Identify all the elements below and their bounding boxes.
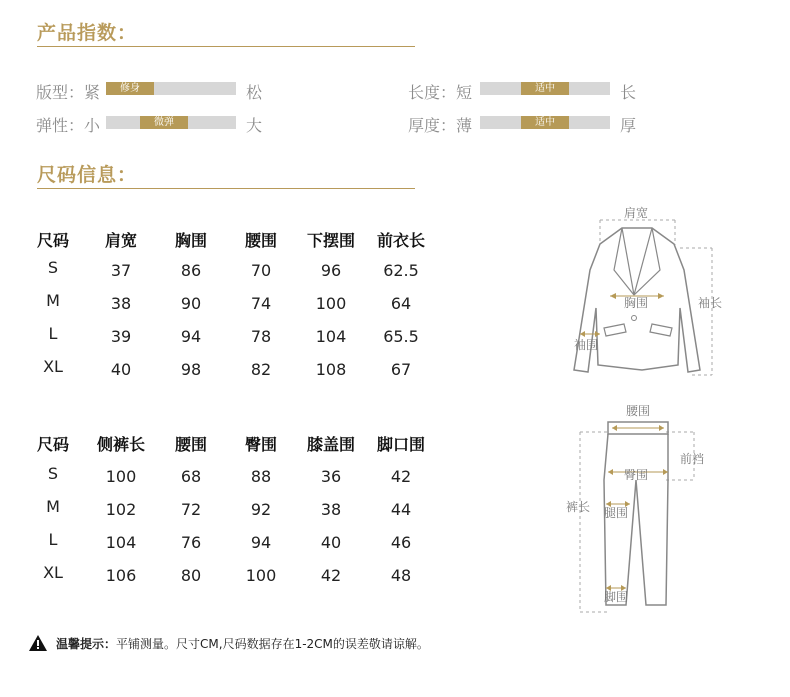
table-cell: 74: [250, 294, 272, 313]
thickness-scale-tag: 适中: [521, 116, 569, 129]
table-cell: 80: [180, 566, 202, 585]
footer-notice: [28, 633, 429, 653]
elasticity-scale-tag: 微弹: [140, 116, 188, 129]
table-cell: 90: [180, 294, 202, 313]
label-sleeve-width: 袖围: [574, 338, 599, 352]
pants-size-table: [20, 432, 450, 599]
table-cell: 104: [315, 327, 347, 346]
table-cell: 100: [105, 467, 137, 486]
table-cell: 70: [250, 261, 272, 280]
table-cell: 38: [320, 500, 342, 519]
table-cell: 106: [105, 566, 137, 585]
fit-scale-tag: 修身: [106, 82, 154, 95]
table-cell: 100: [315, 294, 347, 313]
table-header-cell: 侧裤长: [96, 435, 145, 454]
table-cell: XL: [43, 563, 63, 582]
table-row: [20, 291, 450, 327]
table-row: [20, 530, 450, 566]
attr-label-length: 长度：短: [408, 83, 473, 102]
table-cell: 76: [180, 533, 202, 552]
table-cell: M: [46, 497, 60, 516]
table-header-row: [20, 432, 450, 456]
table-cell: 40: [320, 533, 342, 552]
attr-end-fit: 松: [246, 83, 263, 102]
section-divider: [37, 46, 415, 47]
table-cell: 48: [390, 566, 412, 585]
table-cell: 94: [180, 327, 202, 346]
table-cell: 38: [110, 294, 132, 313]
table-cell: 42: [320, 566, 342, 585]
table-cell: S: [47, 258, 59, 277]
table-header-cell: 尺码: [36, 231, 69, 250]
label-hip: 臀围: [624, 468, 649, 482]
table-cell: 64: [390, 294, 412, 313]
table-cell: 78: [250, 327, 272, 346]
table-cell: 40: [110, 360, 132, 379]
table-header-cell: 腰围: [244, 231, 277, 250]
label-thigh: 腿围: [604, 506, 629, 520]
table-cell: 39: [110, 327, 132, 346]
table-cell: 37: [110, 261, 132, 280]
attr-end-elasticity: 大: [246, 116, 263, 135]
fit-scale-bar: [106, 82, 236, 95]
table-cell: 104: [105, 533, 137, 552]
label-hem: 脚围: [604, 590, 629, 604]
section-divider: [37, 188, 415, 189]
table-header-cell: 臀围: [244, 435, 277, 454]
table-header-cell: 膝盖围: [306, 435, 355, 454]
table-cell: 68: [180, 467, 202, 486]
table-row: [20, 497, 450, 533]
table-cell: 67: [390, 360, 412, 379]
table-cell: 82: [250, 360, 272, 379]
table-header-cell: 前衣长: [376, 231, 425, 250]
length-scale-bar: [480, 82, 610, 95]
table-cell: L: [48, 530, 58, 549]
attr-end-thickness: 厚: [620, 116, 637, 135]
label-shoulder: 肩宽: [624, 206, 649, 220]
pants-diagram: [560, 400, 730, 615]
footer-title: 温馨提示：: [56, 636, 117, 651]
attr-label-thickness: 厚度：薄: [408, 116, 473, 135]
table-row: [20, 464, 450, 500]
section-title-size-info: 尺码信息：: [37, 164, 138, 186]
table-row: [20, 563, 450, 599]
jacket-diagram: [560, 200, 730, 390]
table-header-cell: 下摆围: [306, 231, 355, 250]
table-cell: 42: [390, 467, 412, 486]
table-cell: 65.5: [383, 327, 419, 346]
warning-icon: [28, 634, 48, 652]
table-cell: 46: [390, 533, 412, 552]
label-front-rise: 前裆: [680, 452, 705, 466]
label-chest: 胸围: [624, 296, 649, 310]
table-cell: XL: [43, 357, 63, 376]
table-cell: 88: [250, 467, 272, 486]
thickness-scale-bar: [480, 116, 610, 129]
label-waist: 腰围: [626, 404, 651, 418]
table-header-cell: 肩宽: [104, 231, 137, 250]
table-header-row: [20, 228, 450, 252]
attr-end-length: 长: [620, 83, 637, 102]
table-header-cell: 胸围: [174, 231, 207, 250]
elasticity-scale-bar: [106, 116, 236, 129]
section-title-product-index: 产品指数：: [37, 22, 138, 44]
table-header-cell: 尺码: [36, 435, 69, 454]
table-cell: 108: [315, 360, 347, 379]
table-cell: 92: [250, 500, 272, 519]
length-scale-tag: 适中: [521, 82, 569, 95]
table-cell: 36: [320, 467, 342, 486]
attr-label-fit: 版型：紧: [36, 83, 101, 102]
table-header-cell: 脚口围: [376, 435, 425, 454]
table-row: [20, 357, 450, 393]
table-cell: 72: [180, 500, 202, 519]
table-row: [20, 324, 450, 360]
jacket-size-table: [20, 228, 450, 393]
table-cell: 44: [390, 500, 412, 519]
table-cell: 96: [320, 261, 342, 280]
table-cell: M: [46, 291, 60, 310]
table-cell: 100: [245, 566, 277, 585]
footer-text: 平铺测量。尺寸CM,尺码数据存在1-2CM的误差敬请谅解。: [116, 636, 429, 651]
label-pants-length: 裤长: [566, 500, 591, 514]
table-cell: 98: [180, 360, 202, 379]
attr-label-elasticity: 弹性：小: [36, 116, 101, 135]
table-cell: S: [47, 464, 59, 483]
table-cell: 102: [105, 500, 137, 519]
label-sleeve-length: 袖长: [698, 296, 723, 310]
table-cell: L: [48, 324, 58, 343]
table-row: [20, 258, 450, 294]
table-header-cell: 腰围: [174, 435, 207, 454]
table-cell: 62.5: [383, 261, 419, 280]
table-cell: 86: [180, 261, 202, 280]
table-cell: 94: [250, 533, 272, 552]
